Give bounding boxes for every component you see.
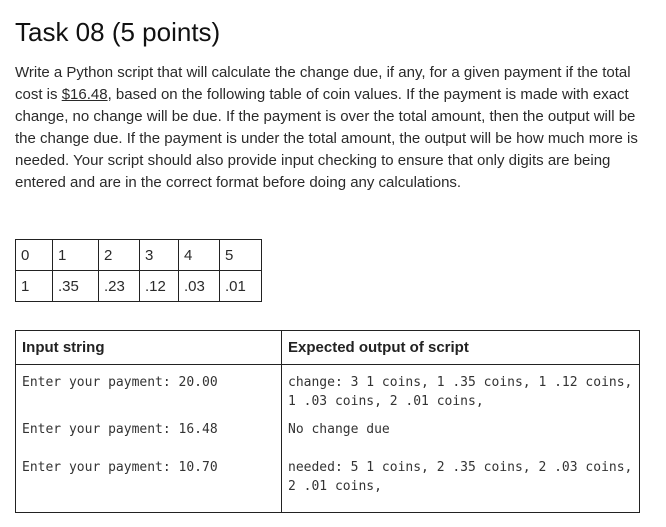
coin-value-cell: 1 [16,271,53,302]
coin-index-cell: 4 [179,240,220,271]
task-title: Task 08 (5 points) [15,17,221,47]
coin-value-row [16,271,262,302]
io-header-row [16,331,640,365]
task-description [15,62,643,194]
expected-outputs-cell [282,365,640,513]
input-output-table [15,330,640,513]
input-example-3: Enter your payment: 10.70 [22,460,218,475]
input-example-2: Enter your payment: 16.48 [22,422,218,437]
total-cost: $16.48 [61,86,108,103]
input-example-1: Enter your payment: 20.00 [22,375,218,390]
output-example-1: change: 3 1 coins, 1 .35 coins, 1 .12 coins, 1 .03 coins, 2 .01 coins, [288,375,633,409]
output-example-2: No change due [288,422,390,437]
coin-value-cell: .23 [99,271,140,302]
coin-index-row [16,240,262,271]
coin-value-cell: .03 [179,271,220,302]
coin-index-cell: 3 [140,240,179,271]
coin-value-cell: .12 [140,271,179,302]
input-string-header: Input string [16,331,282,365]
output-example-3: needed: 5 1 coins, 2 .35 coins, 2 .03 coins, 2 .01 coins, [288,460,633,494]
description-text-before: Write a Python script that will calculate the change due, if any, for a given payment if the total cost is [15,64,631,103]
input-strings-cell [16,365,282,513]
coin-index-cell: 0 [16,240,53,271]
coin-index-cell: 2 [99,240,140,271]
coin-index-cell: 1 [53,240,99,271]
coin-values-table [15,239,262,302]
io-examples-row [16,365,640,513]
description-text-after: , based on the following table of coin values. If the payment is made with exact change, no change will be due. If the payment is over the total amount, then the output will be the change due. If the payment is under the total amount, the output will be how much more is needed. Your script should also provide input checking to ensure that only digits are being entered and are in the correct format before doing any calculations. [15,86,638,191]
coin-value-cell: .01 [220,271,262,302]
coin-value-cell: .35 [53,271,99,302]
coin-index-cell: 5 [220,240,262,271]
expected-output-header: Expected output of script [282,331,640,365]
